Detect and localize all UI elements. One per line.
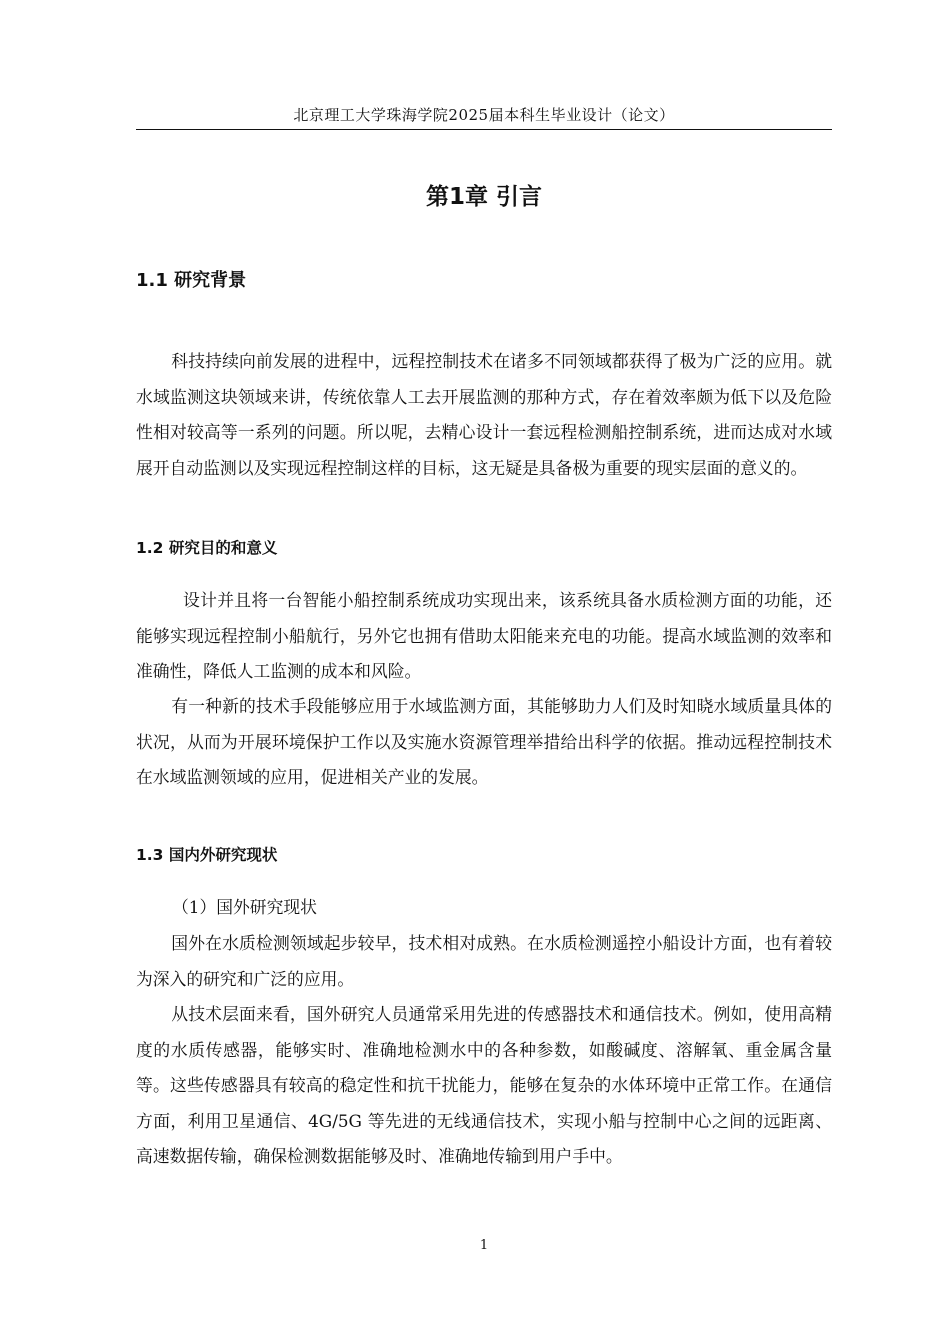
paragraph-foreign-1: 国外在水质检测领域起步较早，技术相对成熟。在水质检测遥控小船设计方面，也有着较为深入的研究和广泛的应用。 (136, 933, 832, 989)
page-header: 北京理工大学珠海学院2025届本科生毕业设计（论文） (293, 106, 675, 124)
chapter-title: 第1章 引言 (425, 184, 542, 210)
subheading-foreign-research: （1）国外研究现状 (172, 897, 317, 917)
section-heading-background: 1.1 研究背景 (136, 270, 247, 291)
paragraph-purpose-2: 有一种新的技术手段能够应用于水域监测方面，其能够助力人们及时知晓水域质量具体的状况，从而为开展环境保护工作以及实施水资源管理举措给出科学的依据。推动远程控制技术在水域监测领域的应用，促进相关产业的发展。 (136, 696, 832, 787)
page-number: 1 (479, 1238, 489, 1253)
section-heading-research-status: 1.3 国内外研究现状 (136, 846, 278, 864)
paragraph-foreign-2: 从技术层面来看，国外研究人员通常采用先进的传感器技术和通信技术。例如，使用高精度的水质传感器，能够实时、准确地检测水中的各种参数，如酸碱度、溶解氧、重金属含量等。这些传感器具有较高的稳定性和抗干扰能力，能够在复杂的水体环境中正常工作。在通信方面，利用卫星通信、4G/5G 等先进的无线通信技术，实现小船与控制中心之间的远距离、高速数据传输，确保检测数据能够及时、准确地传输到用户手中。 (136, 1004, 832, 1166)
section-heading-purpose: 1.2 研究目的和意义 (136, 539, 278, 557)
paragraph-background: 科技持续向前发展的进程中，远程控制技术在诸多不同领域都获得了极为广泛的应用。就水域监测这块领域来讲，传统依靠人工去开展监测的那种方式，存在着效率颇为低下以及危险性相对较高等一系列的问题。所以呢，去精心设计一套远程检测船控制系统，进而达成对水域展开自动监测以及实现远程控制这样的目标，这无疑是具备极为重要的现实层面的意义的。 (136, 351, 832, 478)
paragraph-purpose-1: 设计并且将一台智能小船控制系统成功实现出来，该系统具备水质检测方面的功能，还能够实现远程控制小船航行，另外它也拥有借助太阳能来充电的功能。提高水域监测的效率和准确性，降低人工监测的成本和风险。 (136, 590, 832, 681)
header-divider (136, 129, 832, 130)
